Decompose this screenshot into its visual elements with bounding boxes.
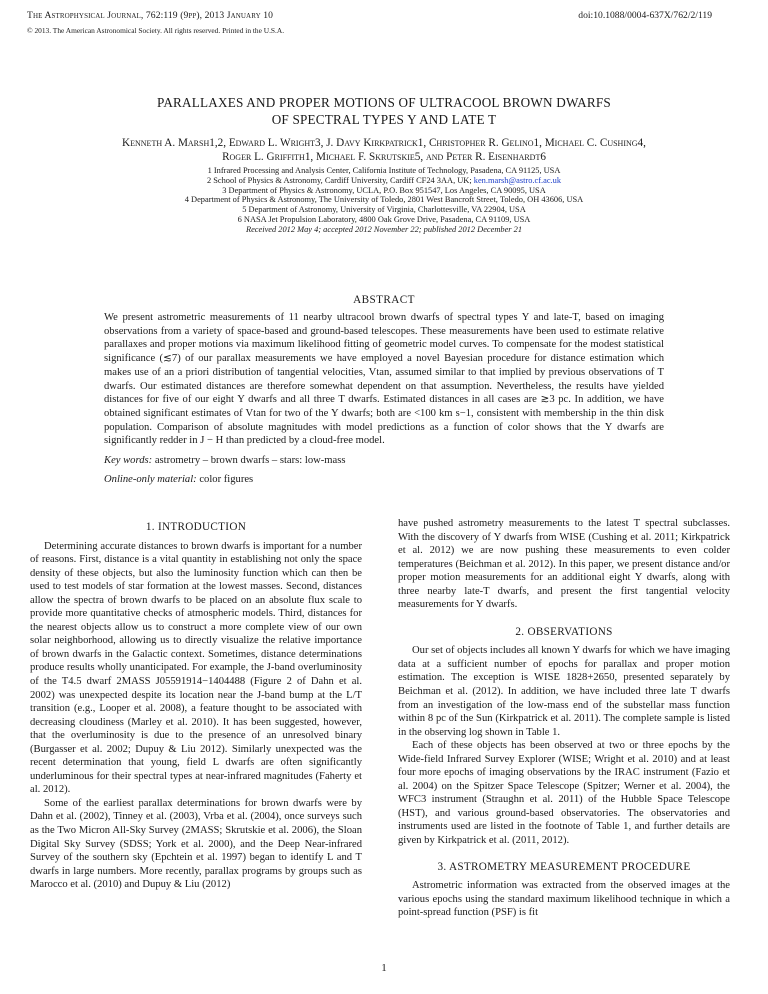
- observations-paragraph-1: Our set of objects includes all known Y dwarfs for which we have imaging data at a sufficient number of epochs for parallax and proper motion estimation. The exception is WISE 1828+2650, presented separately by Beichman et al. (2012). In addition, we have included three late T dwarfs from an investigation of the low-mass end of the substellar mass function within 8 pc of the Sun (Kirkpatrick et al. 2011). The complete sample is listed in the observing log shown in Table 1.: [398, 645, 730, 738]
- author-line-1: Kenneth A. Marsh1,2, Edward L. Wright3, J. Davy Kirkpatrick1, Christopher R. Gelino1, Michael C. Cushing4,: [122, 137, 646, 149]
- abstract-text: We present astrometric measurements of 11 nearby ultracool brown dwarfs of spectral types Y and late-T, based on imaging observations from a variety of space-based and ground-based telescopes. These measurements have been used to estimate relative parallaxes and proper motions via maximum likelihood fitting of geometric model curves. To compensate for the modest statistical significance (≲7) of our parallax measurements we have employed a novel Bayesian procedure for distance estimation which makes use of an a priori distribution of tangential velocities, Vtan, assumed similar to that implied by previous observations of T dwarfs. Our estimated distances are therefore somewhat dependent on that assumption. Nevertheless, the results have yielded distances for five of our eight Y dwarfs and all three T dwarfs. Estimated distances in all cases are ≳3 pc. In addition, we have obtained significant estimates of Vtan for two of the Y dwarfs; both are <100 km s−1, consistent with membership in the thin disk population. Comparison of absolute magnitudes with model predictions as a function of color shows that the Y dwarfs are significantly redder in J − H than predicted by a cloud-free model.: [104, 312, 664, 447]
- section-heading-observations: 2. OBSERVATIONS: [515, 625, 613, 638]
- abstract-heading: ABSTRACT: [353, 294, 415, 306]
- title-line-1: PARALLAXES AND PROPER MOTIONS OF ULTRACOOL BROWN DWARFS: [157, 95, 611, 110]
- section-heading-astrometry: 3. ASTROMETRY MEASUREMENT PROCEDURE: [437, 860, 691, 873]
- page-number: 1: [381, 962, 387, 974]
- affiliation-1: 1 Infrared Processing and Analysis Center, California Institute of Technology, Pasadena, CA 91125, USA: [207, 166, 561, 175]
- copyright-notice: © 2013. The American Astronomical Society. All rights reserved. Printed in the U.S.A.: [27, 26, 285, 35]
- observations-paragraph-2: Each of these objects has been observed at two or three epochs by the Wide-field Infrared Survey Explorer (WISE; Wright et al. 2010) and at least four more epochs of imaging observations by the IRAC instrument (Fazio et al. 2004) on the Spitzer Space Telescope (Spitzer; Werner et al. 2004), the WFC3 instrument (Straughn et al. 2011) of the Hubble Space Telescope (HST), and various ground-based observatories. The observatories and instruments used are listed in the footnote of Table 1, and further details are given by Kirkpatrick et al. (2011, 2012).: [398, 740, 730, 847]
- affiliation-4: 4 Department of Physics & Astronomy, The University of Toledo, 2801 West Bancroft Street, Toledo, OH 43606, USA: [184, 195, 584, 205]
- affiliations: [40, 166, 728, 235]
- intro-paragraph-2: Some of the earliest parallax determinations for brown dwarfs were by Dahn et al. (2002), Tinney et al. (2003), Vrba et al. (2004), once surveys such as the Two Micron All-Sky Survey (2MASS; Skrutskie et al. 2006), the Sloan Digital Sky Survey (SDSS; York et al. 2000), and the Deep Near-infrared Survey of the southern sky (Epchtein et al. 1997) began to identify L and T dwarfs in large numbers. More recently, parallax programs by groups such as Marocco et al. (2010) and Dupuy & Liu (2012): [30, 797, 362, 891]
- email-link[interactable]: ken.marsh@astro.cf.ac.uk: [473, 175, 562, 185]
- astrometry-paragraph-1: Astrometric information was extracted from the observed images at the various epochs using the standard maximum likelihood technique in which a point-spread function (PSF) is fit: [398, 880, 730, 919]
- affiliation-6: 6 NASA Jet Propulsion Laboratory, 4800 Oak Grove Drive, Pasadena, CA 91109, USA: [237, 214, 531, 224]
- right-column: [398, 517, 730, 920]
- running-header: [0, 10, 768, 38]
- left-column: [30, 518, 362, 892]
- received-dates: Received 2012 May 4; accepted 2012 November 22; published 2012 December 21: [245, 224, 523, 234]
- journal-citation: The Astrophysical Journal, 762:119 (9pp), 2013 January 10: [27, 10, 274, 21]
- paper-title: [60, 94, 708, 128]
- online-material: [104, 473, 664, 486]
- online-material-label: Online-only material:: [104, 474, 197, 485]
- affiliation-5: 5 Department of Astronomy, University of Virginia, Charlottesville, VA 22904, USA: [242, 205, 526, 215]
- section-heading-introduction: 1. INTRODUCTION: [145, 521, 247, 533]
- intro-paragraph-1: Determining accurate distances to brown dwarfs is important for a number of reasons. First, distance is a vital quantity in establishing not only the space density of these objects, but also the luminosity function which can then be used to test models of star formation at the lowest masses. Second, distances allow the spectra of brown dwarfs to be placed on an absolute flux scale to provide more quantitative checks of atmospheric models. Third, distances for the nearest objects allow us to construct a more complete view of our own solar neighborhood, allowing us to directly visualize the relative importance of brown dwarfs in the Galactic context. Sometimes, distance determinations produce results wholly unanticipated. For example, the J-band overluminosity of the T4.5 dwarf 2MASS J05591914−1404488 (Figure 2 of Dahn et al. 2002) was unexpected despite its location near the J-band bump at the L/T transition (e.g., Looper et al. 2008), a feature thought to be associated with decreasing cloudiness (Marley et al. 2010). It has been suggested, however, that the overluminosity is due to the presence of an unresolved binary (Burgasser et al. 2002; Dupuy & Liu 2012). Similarly unexpected was the recent determination that young, field L dwarfs are often significantly underluminous for their spectral types at near-infrared magnitudes (Faherty et al. 2012).: [30, 540, 362, 796]
- keywords-label: Key words:: [104, 455, 153, 466]
- author-line-2: Roger L. Griffith1, Michael F. Skrutskie5, and Peter R. Eisenhardt6: [222, 151, 546, 163]
- title-line-2: OF SPECTRAL TYPES Y AND LATE T: [271, 112, 497, 127]
- affiliation-3: 3 Department of Physics & Astronomy, UCLA, P.O. Box 951547, Los Angeles, CA 90095, USA: [222, 185, 546, 195]
- affiliation-2: 2 School of Physics & Astronomy, Cardiff University, Cardiff CF24 3AA, UK; ken.marsh@astro.cf.ac.uk: [206, 175, 562, 185]
- keywords-text: astrometry – brown dwarfs – stars: low-mass: [154, 455, 346, 466]
- keywords: [104, 454, 664, 467]
- online-material-text: color figures: [199, 474, 254, 485]
- author-list: [40, 136, 728, 164]
- intro-continuation: have pushed astrometry measurements to the latest T spectral subclasses. With the discovery of Y dwarfs from WISE (Cushing et al. 2011; Kirkpatrick et al. 2012) we are now pushing these measurements to even colder temperatures (Beichman et al. 2012). In this paper, we present distance and/or proper motion measurements for an additional eight Y dwarfs, along with three nearby late-T dwarfs, and present the first tangential velocity measurements for Y dwarfs.: [398, 518, 730, 611]
- doi-link[interactable]: doi:10.1088/0004-637X/762/2/119: [578, 10, 712, 21]
